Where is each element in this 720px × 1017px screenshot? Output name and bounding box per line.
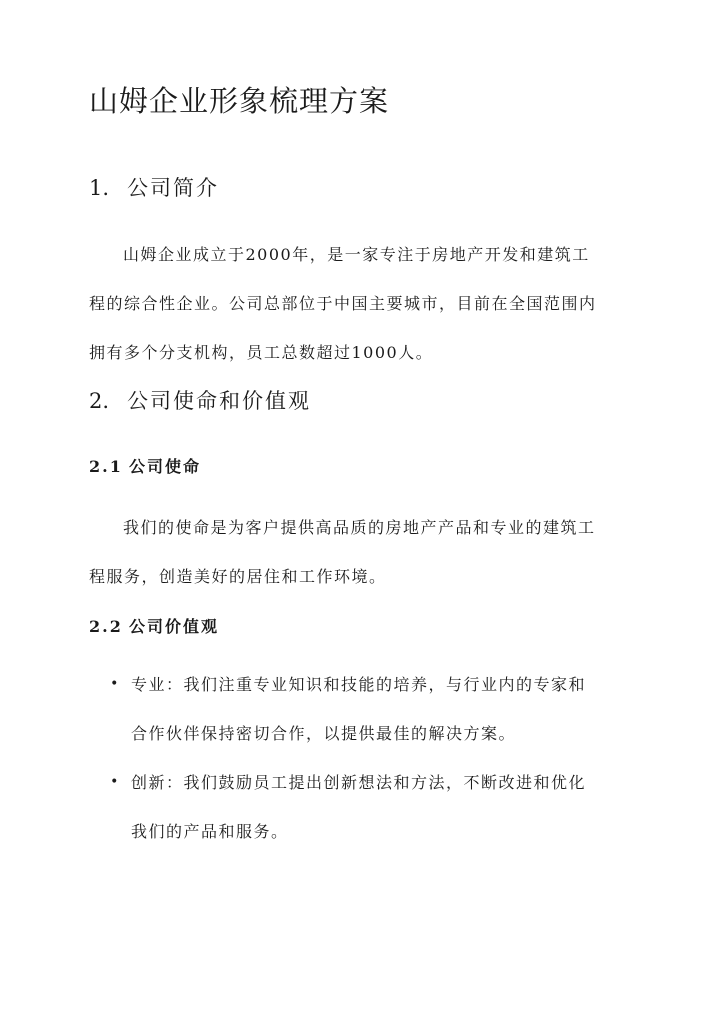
intro-paragraph — [89, 230, 634, 377]
bullet-line: 创新：我们鼓励员工提出创新想法和方法，不断改进和优化 — [131, 773, 587, 792]
paragraph-line: 我们的使命是为客户提供高品质的房地产产品和专业的建筑工 — [123, 518, 596, 537]
subsection-heading-mission — [89, 457, 201, 476]
mission-paragraph — [89, 503, 634, 601]
bullet-line: 合作伙伴保持密切合作，以提供最佳的解决方案。 — [131, 724, 517, 743]
paragraph-line: 山姆企业成立于2000年，是一家专注于房地产开发和建筑工 — [123, 245, 590, 264]
subsection-number: 2.2 — [89, 617, 123, 636]
section-number: 1. — [89, 176, 110, 200]
value-bullet-innovation — [106, 758, 626, 856]
paragraph-line: 程服务，创造美好的居住和工作环境。 — [89, 567, 387, 586]
subsection-heading-values — [89, 617, 219, 636]
bullet-line: 我们的产品和服务。 — [131, 822, 289, 841]
section-title: 公司使命和价值观 — [127, 389, 311, 413]
bullet-text — [131, 660, 626, 758]
value-bullet-professional — [106, 660, 626, 758]
section-number: 2. — [89, 389, 110, 413]
subsection-title: 公司使命 — [129, 457, 202, 476]
bullet-icon: • — [110, 676, 120, 692]
paragraph-line: 程的综合性企业。公司总部位于中国主要城市，目前在全国范围内 — [89, 294, 597, 313]
bullet-line: 专业：我们注重专业知识和技能的培养，与行业内的专家和 — [131, 675, 587, 694]
document-title: 山姆企业形象梳理方案 — [89, 84, 390, 118]
bullet-icon: • — [110, 774, 120, 790]
section-heading-intro — [89, 176, 219, 201]
subsection-title: 公司价值观 — [129, 617, 220, 636]
subsection-number: 2.1 — [89, 457, 123, 476]
paragraph-line: 拥有多个分支机构，员工总数超过1000人。 — [89, 343, 434, 362]
bullet-text — [131, 758, 626, 856]
section-title: 公司简介 — [127, 176, 219, 200]
section-heading-mission-values — [89, 389, 311, 414]
